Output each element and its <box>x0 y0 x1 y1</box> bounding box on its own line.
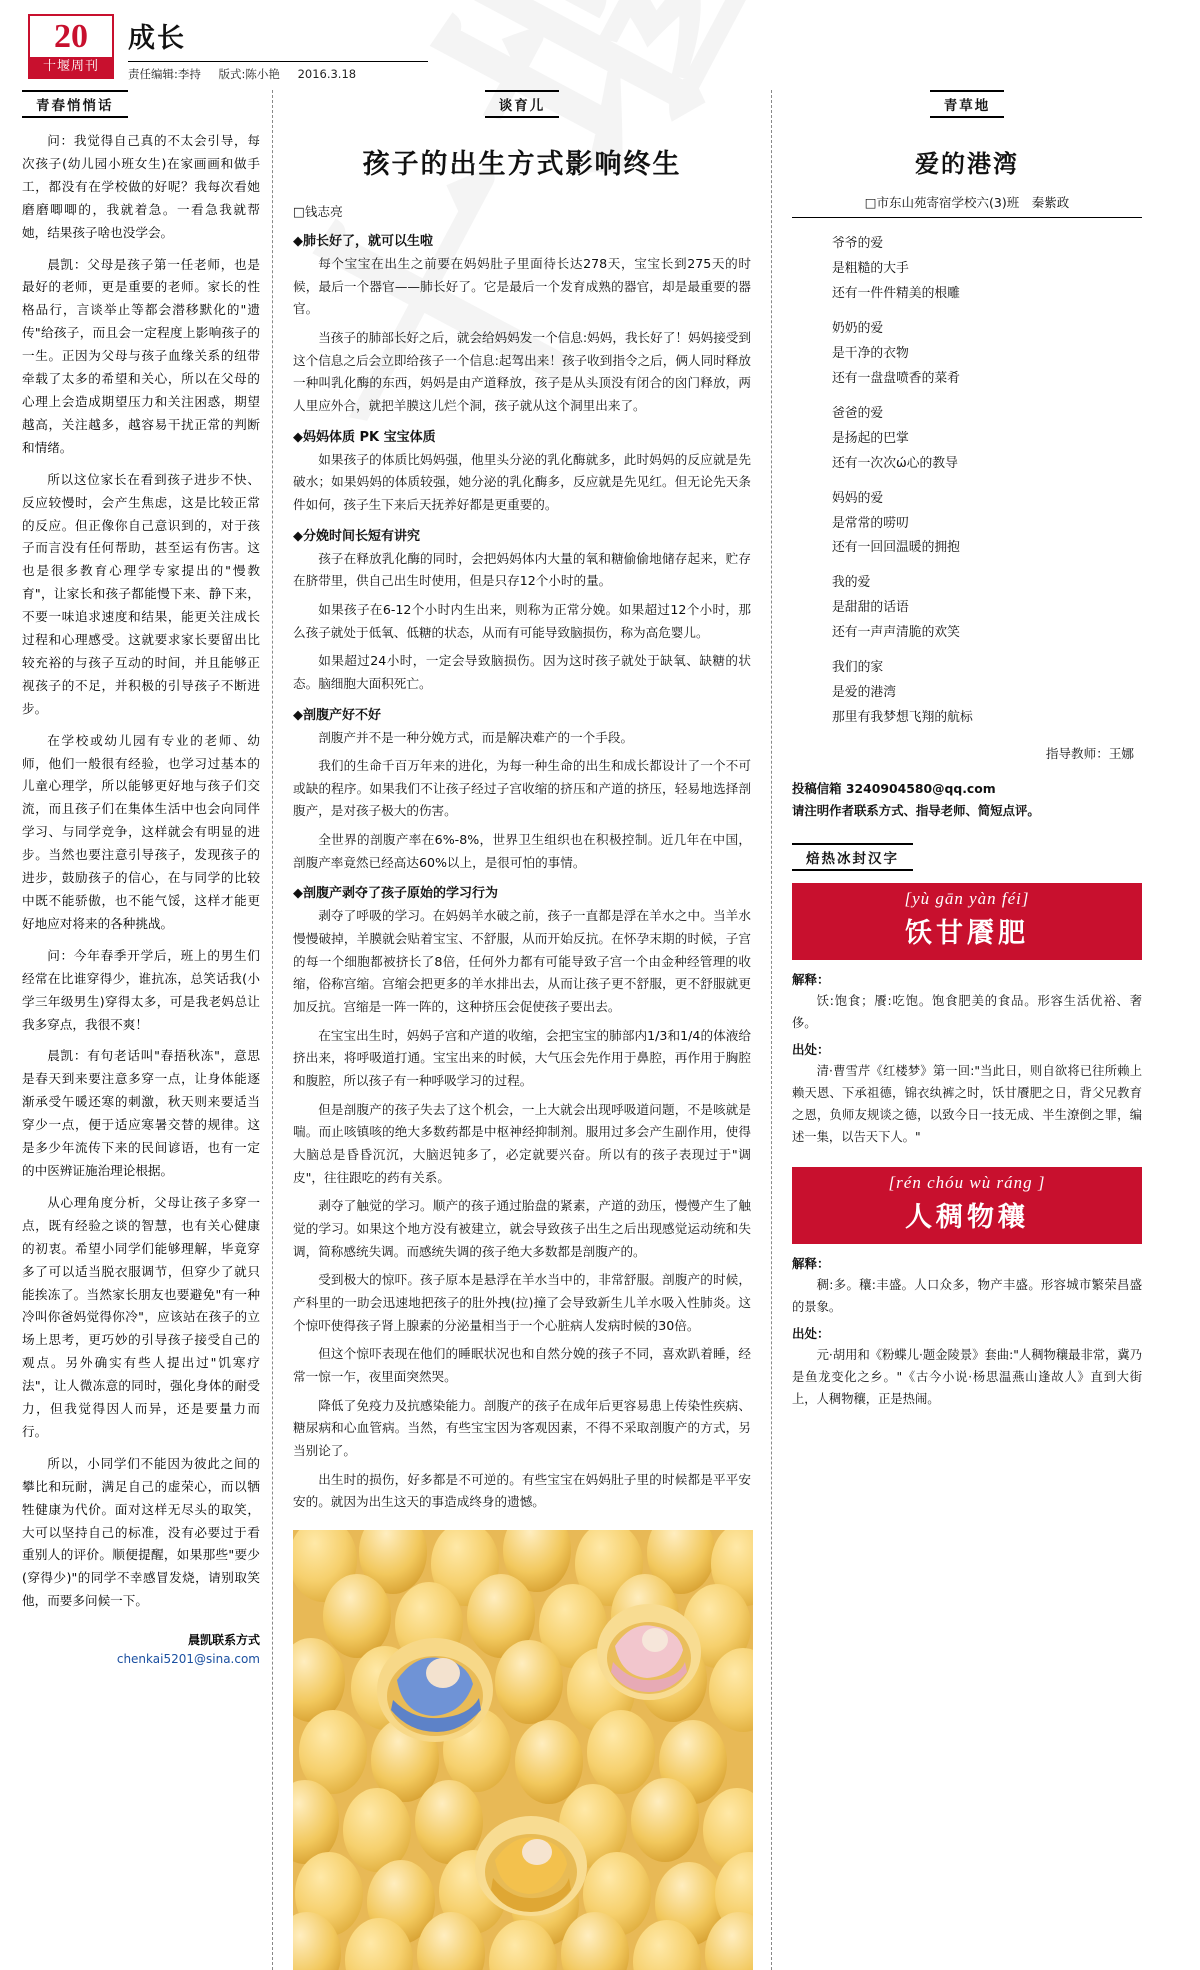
left-paragraph: 晨凯：父母是孩子第一任老师，也是最好的老师，更是重要的老师。家长的性格品行，言谈举止等都会潜移默化的"遗传"给孩子，而且会一定程度上影响孩子的一生。正因为父母与孩子血缘关系的纽带牵载了太多的希望和关心，所以在父母的心理上会造成期望压力和关注困惑，期望越高，关注越多，越容易干扰正常的判断和情绪。 <box>22 256 260 455</box>
poem-teacher: 指导教师：王娜 <box>1045 746 1134 762</box>
left-paragraph: 问：今年春季开学后，班上的男生们经常在比谁穿得少，谁抗冻，总笑话我(小学三年级男生)穿得太多，可是我老妈总让我多穿点，我很不爽！ <box>22 947 260 1032</box>
poem-stanza <box>832 487 1142 562</box>
article-paragraph: 全世界的剖腹产率在6%-8%，世界卫生组织也在积极控制。近几年在中国，剖腹产率竟然已经高达60%以上，是很可怕的事情。 <box>293 832 751 870</box>
poem-line: 还有一盘盘喷香的菜肴 <box>832 370 960 386</box>
poem-line: 我们的家 <box>832 660 884 676</box>
poem-line: 是常常的唠叨 <box>832 515 909 531</box>
idiom-explain-label: 解释： <box>792 971 830 987</box>
contact-label: 晨凯联系方式 <box>187 1633 260 1648</box>
article-paragraph: 剥夺了触觉的学习。顺产的孩子通过胎盘的紧素，产道的劲压，慢慢产生了触觉的学习。如果这个地方没有被建立，就会导致孩子出生之后出现感觉运动统和失调，简称感统失调。而感统失调的孩子绝大多数都是剖腹产的。 <box>293 1198 751 1259</box>
article-paragraph: 剥夺了呼吸的学习。在妈妈羊水破之前，孩子一直都是浮在羊水之中。当羊水慢慢破掉，羊膜就会贴着宝宝、不舒服，从而开始反抗。在怀孕末期的时候，子宫的每一个细胞都被挤长了8倍，任何外力都有可能导致子宫一个由金种经管理的收缩，俗称宫缩。宫缩会把更多的羊水排出去，从而让孩子更不舒服，更不舒服就更加反抗。宫缩是一阵一阵的，这种挤压会促使孩子要出去。 <box>293 908 751 1015</box>
article-subheading: ◆剖腹产剥夺了孩子原始的学习行为 <box>293 886 498 902</box>
article-paragraph: 如果孩子在6-12个小时内生出来，则称为正常分娩。如果超过12个小时，那么孩子就处于低氧、低糖的状态，从而有可能导致脑损伤，称为高危婴儿。 <box>293 601 751 640</box>
idiom-section-tag: 焙热冰封汉字 <box>792 843 913 871</box>
submission-email[interactable]: 投稿信箱 3240904580@qq.com <box>792 781 996 797</box>
credit-layout: 版式:陈小艳 <box>218 67 280 81</box>
eggs-and-babies-photo <box>293 1530 753 1970</box>
poem-line: 爷爷的爱 <box>832 236 884 251</box>
left-paragraph: 在学校或幼儿园有专业的老师、幼师，他们一般很有经验，也学习过基本的儿童心理学，所以能够更好地与孩子们交流，而且孩子们在集体生活中也会向同伴学习、与同学竞争，这样就会有明显的进步。当然也要注意引导孩子，发现孩子的进步，鼓励孩子的信心，在与同学的比较中既不能骄傲，也不能气馁，这样才能更好地应对将来的各种挑战。 <box>22 732 260 931</box>
idiom-explain-label: 解释： <box>792 1255 830 1271</box>
page-columns <box>0 80 1200 1970</box>
poem-line: 还有一回回温暖的拥抱 <box>832 540 960 556</box>
idiom-headline <box>792 883 1142 960</box>
poem-line: 我的爱 <box>832 575 871 591</box>
poem-title: 爱的港湾 <box>915 150 1019 178</box>
article-subheading: ◆肺长好了，就可以生啦 <box>293 234 433 249</box>
article-paragraph: 如果孩子的体质比妈妈强，他里头分泌的乳化酶就多，此时妈妈的反应就是先破水；如果妈妈的体质较强，她分泌的乳化酶多，反应就是先见红。但无论先天条件如何，孩子生下来后天抚养好都是更重要的。 <box>293 451 751 512</box>
poem-line: 是扬起的巴掌 <box>832 430 909 446</box>
poem-body <box>792 232 1142 731</box>
poem-line: 还有一声声清脆的欢笑 <box>832 625 960 641</box>
poem-line: 还有一件件精美的根雕 <box>832 285 960 301</box>
left-paragraph: 所以这位家长在看到孩子进步不快、反应较慢时，会产生焦虑，这是比较正常的反应。但正像你自己意识到的，对于孩子而言没有任何帮助，甚至运有伤害。这也是很多教育心理学专家提出的"慢教育"，让家长和孩子都能慢下来、静下来，不要一味追求速度和结果，能更关注成长过程和心理感受。这就要求家长要留出比较充裕的与孩子互动的时间，并且能够正视孩子的不足，并积极的引导孩子不断进步。 <box>22 471 260 716</box>
page-title: 成长 <box>128 23 186 54</box>
credit-editor: 责任编辑:李持 <box>128 67 201 81</box>
idiom-hanzi: 人稠物穰 <box>905 1201 1029 1233</box>
idiom-hanzi: 饫甘餍肥 <box>905 917 1029 949</box>
left-paragraph: 问：我觉得自己真的不太会引导，每次孩子(幼儿园小班女生)在家画画和做手工，都没有在学校做的好呢？我每次看她磨磨唧唧的，我就着急。一看急我就帮她，结果孩子啥也没学会。 <box>22 133 260 240</box>
credit-date: 2016.3.18 <box>297 67 357 81</box>
idiom-headline <box>792 1167 1142 1244</box>
poem-line: 还有一次次ώ心的教导 <box>832 455 958 471</box>
article-paragraph: 但这个惊吓表现在他们的睡眠状况也和自然分娩的孩子不同，喜欢趴着睡，经常一惊一乍，夜里面突然哭。 <box>293 1346 751 1384</box>
page-badge <box>28 14 114 79</box>
poem-line: 妈妈的爱 <box>832 490 884 506</box>
idiom-explain-text: 饫:饱食；餍:吃饱。饱食肥美的食品。形容生活优裕、奢侈。 <box>792 993 1142 1030</box>
idiom-source-text: 清·曹雪芹《红楼梦》第一回:"当此日，则自欲将已往所赖上赖天恩、下承祖德，锦衣纨裤之时，饫甘餍肥之日，背父兄教育之恩，负师友规谈之德，以致今日一技无成、半生潦倒之罪，编述一集，以告天下人。" <box>792 1064 1142 1145</box>
article-paragraph: 但是剖腹产的孩子失去了这个机会，一上大就会出现呼吸道问题，不是咳就是喘。而止咳镇咳的绝大多数药都是中枢神经抑制剂。服用过多会产生副作用，使得大脑总是昏昏沉沉，大脑迟钝多了，必定就要兴奋。所以有的孩子表现过于"调皮"，往往跟吃的药有关系。 <box>293 1101 751 1185</box>
poem-stanza <box>832 402 1142 477</box>
publication-name: 十堰周刊 <box>30 57 112 77</box>
poem-line: 那里有我梦想飞翔的航标 <box>832 710 973 726</box>
article-subheading: ◆妈妈体质 PK 宝宝体质 <box>293 429 436 445</box>
article-paragraph: 在宝宝出生时，妈妈子宫和产道的收缩，会把宝宝的肺部内1/3和1/4的体液给挤出来，将呼吸道打通。宝宝出来的时候，大气压会先作用于鼻腔，再作用于胸腔和腹腔，所以孩子有一种呼吸学习的过程。 <box>293 1027 751 1089</box>
baby-in-pink-shell <box>597 1604 701 1700</box>
photo-illustration <box>293 1530 753 1970</box>
idiom-entry <box>792 1167 1142 1411</box>
left-paragraph: 晨凯：有句老话叫"春捂秋冻"，意思是春天到来要注意多穿一点，让身体能逐渐承受午暖还寒的刺激，秋天则来要适当穿少一点，便于适应寒暑交替的规律。这是多少年流传下来的民间谚语，也有一定的中医辨证施治理论根据。 <box>22 1048 260 1178</box>
poem-line: 奶奶的爱 <box>832 320 884 336</box>
poem-line: 是干净的衣物 <box>832 345 909 361</box>
article-title: 孩子的出生方式影响终生 <box>362 149 682 180</box>
article-paragraph: 当孩子的肺部长好之后，就会给妈妈发一个信息:妈妈，我长好了！妈妈接受到这个信息之后会立即给孩子一个信息:起驾出来！孩子收到指令之后，俩人同时释放一种叫乳化酶的东西，妈妈是由产道释放，孩子是从头顶没有闭合的囟门释放，两人里应外合，就把羊膜这儿烂个洞，孩子就从这个洞里出来了。 <box>293 329 751 413</box>
right-section-tag: 青草地 <box>930 90 1005 118</box>
contact-email[interactable]: chenkai5201@sina.com <box>116 1652 260 1667</box>
article-paragraph: 剖腹产并不是一种分娩方式，而是解决难产的一个手段。 <box>318 729 634 745</box>
middle-section-tag: 谈育儿 <box>485 90 560 118</box>
poem-stanza <box>832 317 1142 392</box>
article-paragraph: 受到极大的惊吓。孩子原本是悬浮在羊水当中的，非常舒服。剖腹产的时候，产科里的一助会迅速地把孩子的肚外拽(拉)撞了会导致新生儿羊水吸入性肺炎。这个惊吓使得孩子肾上腺素的分泌量相当于一个心脏病人发病时候的30倍。 <box>293 1272 751 1333</box>
poem-line: 是爱的港湾 <box>832 685 896 701</box>
page-number: 20 <box>54 18 88 55</box>
left-paragraph: 所以，小同学们不能因为彼此之间的攀比和玩耐，满足自己的虚荣心，而以牺牲健康为代价。面对这样无尽头的取笑，大可以坚持自己的标准，没有必要过于看重别人的评价。顺便提醒，如果那些"要少(穿得少)"的同学不幸感冒发烧，请别取笑他，而要多问候一下。 <box>22 1455 260 1609</box>
masthead-credits <box>128 61 428 82</box>
article-subheading: ◆分娩时间长短有讲究 <box>293 528 420 544</box>
poem-stanza <box>832 232 1142 307</box>
middle-column <box>272 90 772 1970</box>
idiom-source-label: 出处： <box>792 1042 830 1058</box>
contact-block <box>22 1631 260 1669</box>
article-paragraph: 降低了免疫力及抗感染能力。剖腹产的孩子在成年后更容易患上传染性疾病、糖尿病和心血管病。当然，有些宝宝因为客观因素，不得不采取剖腹产的方式，另当别论了。 <box>293 1397 751 1458</box>
idiom-explain-text: 稠:多。穰:丰盛。人口众多，物产丰盛。形容城市繁荣昌盛的景象。 <box>792 1277 1142 1314</box>
article-subheading: ◆剖腹产好不好 <box>293 707 381 723</box>
article-paragraph: 每个宝宝在出生之前要在妈妈肚子里面待长达278天，宝宝长到275天的时候，最后一个器官——肺长好了。它是最后一个发育成熟的器官，却是最重要的器官。 <box>293 256 751 317</box>
idiom-pinyin: [yù gān yàn féi] <box>904 888 1030 908</box>
idiom-source-text: 元·胡用和《粉蝶儿·题金陵景》套曲:"人稠物穰最非常，冀乃是鱼龙变化之乡。"《古今小说·杨思温燕山逢故人》直到大街上，人稠物穰，正是热闹。 <box>792 1347 1142 1407</box>
poem-stanza <box>832 571 1142 646</box>
poem-line: 是粗糙的大手 <box>832 260 909 276</box>
poem-stanza <box>832 656 1142 731</box>
article-paragraph: 出生时的损伤，好多都是不可逆的。有些宝宝在妈妈肚子里的时候都是平平安安的。就因为出生这天的事造成终身的遗憾。 <box>293 1471 751 1510</box>
article-paragraph: 孩子在释放乳化酶的同时，会把妈妈体内大量的氧和糖偷偷地储存起来，贮存在脐带里，供自己出生时使用，但是只存12个小时的量。 <box>293 550 751 589</box>
submission-info <box>792 778 1142 823</box>
idiom-entry <box>792 883 1142 1149</box>
poem-byline: □市东山苑寄宿学校六(3)班 秦紫政 <box>792 193 1142 218</box>
poem-line: 爸爸的爱 <box>832 405 884 421</box>
left-paragraph: 从心理角度分析，父母让孩子多穿一点，既有经验之谈的智慧，也有关心健康的初衷。希望小同学们能够理解，毕竟穿多了可以适当脱衣服调节，但穿少了就只能挨冻了。当然家长朋友也要避免"有一种冷叫你爸妈觉得你冷"，应该站在孩子的立场上思考，更巧妙的引导孩子接受自己的观点。另外确实有些人提出过"饥寒疗法"，让人微冻意的同时，强化身体的耐受力，但我觉得因人而异，还是要量力而行。 <box>22 1194 260 1439</box>
masthead <box>0 0 1200 80</box>
poem-line: 是甜甜的话语 <box>832 600 909 616</box>
left-section-tag: 青春悄悄话 <box>22 90 128 118</box>
baby-in-blue-shell <box>377 1638 493 1742</box>
idiom-pinyin: [rén chóu wù ráng ] <box>888 1172 1046 1192</box>
article-author: □钱志亮 <box>293 204 343 219</box>
idiom-source-label: 出处： <box>792 1325 830 1341</box>
right-column <box>772 90 1142 1970</box>
article-paragraph: 如果超过24小时，一定会导致脑损伤。因为这时孩子就处于缺氧、缺糖的状态。脑细胞大面积死亡。 <box>293 653 751 691</box>
article-paragraph: 我们的生命千百万年来的进化，为每一种生命的出生和成长都设计了一个不可或缺的程序。如果我们不让孩子经过子宫收缩的挤压和产道的挤压，轻易地选择剖腹产，是对孩子极大的伤害。 <box>293 758 751 819</box>
left-column <box>22 90 260 1970</box>
baby-in-yellow-shell <box>475 1816 587 1916</box>
submission-note: 请注明作者联系方式、指导老师、简短点评。 <box>792 803 1040 819</box>
